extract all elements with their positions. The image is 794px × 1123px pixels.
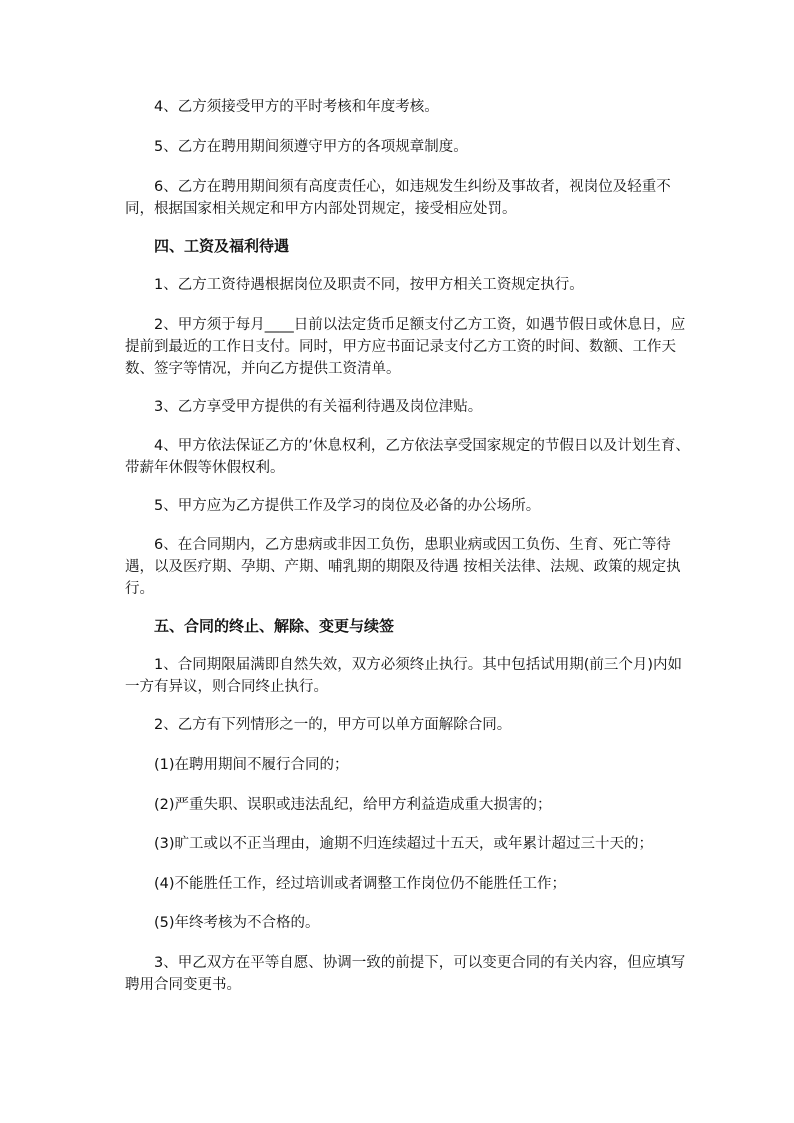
section-heading-wages: 四、工资及福利待遇 [154,237,290,255]
paragraph-wage-item-6: 6、在合同期内，乙方患病或非因工负伤，患职业病或因工负伤、生育、死亡等待遇，以及医疗期、孕期、产期、哺乳期的期限及待遇 按相关法律、法规、政策的规定执行。 [125,537,681,597]
paragraph-item-6-responsibility: 6、乙方在聘用期间须有高度责任心，如违规发生纠纷及事故者，视岗位及轻重不同，根据国家相关规定和甲方内部处罚规定，接受相应处罚。 [125,179,671,217]
paragraph-wage-item-1: 1、乙方工资待遇根据岗位及职责不同，按甲方相关工资规定执行。 [154,277,584,293]
paragraph-wage-item-5: 5、甲方应为乙方提供工作及学习的岗位及必备的办公场所。 [154,498,541,514]
paragraph-subitem-2: (2)严重失职、误职或违法乱纪，给甲方利益造成重大损害的； [154,797,552,813]
paragraph-subitem-4: (4)不能胜任工作，经过培训或者调整工作岗位仍不能胜任工作； [154,876,567,892]
section-heading-termination: 五、合同的终止、解除、变更与续签 [154,617,395,635]
paragraph-termination-item-3: 3、甲乙双方在平等自愿、协调一致的前提下，可以变更合同的有关内容，但应填写聘用合同变更书。 [125,955,686,993]
paragraph-subitem-3: (3)旷工或以不正当理由，逾期不归连续超过十五天，或年累计超过三十天的； [154,836,654,852]
paragraph-termination-item-1: 1、合同期限届满即自然失效，双方必须终止执行。其中包括试用期(前三个月)内如一方有异议，则合同终止执行。 [125,657,683,695]
paragraph-wage-item-3: 3、乙方享受甲方提供的有关福利待遇及岗位津贴。 [154,399,483,415]
paragraph-item-5-rules: 5、乙方在聘用期间须遵守甲方的各项规章制度。 [154,139,468,155]
paragraph-wage-item-4: 4、甲方依法保证乙方的’休息权利，乙方依法享受国家规定的节假日以及计划生育、带薪年休假等休假权利。 [125,438,690,476]
paragraph-subitem-1: (1)在聘用期间不履行合同的； [154,757,349,773]
paragraph-item-4-assessment: 4、乙方须接受甲方的平时考核和年度考核。 [154,99,439,115]
paragraph-termination-item-2: 2、乙方有下列情形之一的，甲方可以单方面解除合同。 [154,717,512,733]
paragraph-subitem-5: (5)年终考核为不合格的。 [154,915,320,931]
paragraph-wage-item-2: 2、甲方须于每月____日前以法定货币足额支付乙方工资，如遇节假日或休息日，应提前到最近的工作日支付。同时，甲方应书面记录支付乙方工资的时间、数额、工作天数、签字等情况，并向乙方提供工资清单。 [125,317,686,377]
